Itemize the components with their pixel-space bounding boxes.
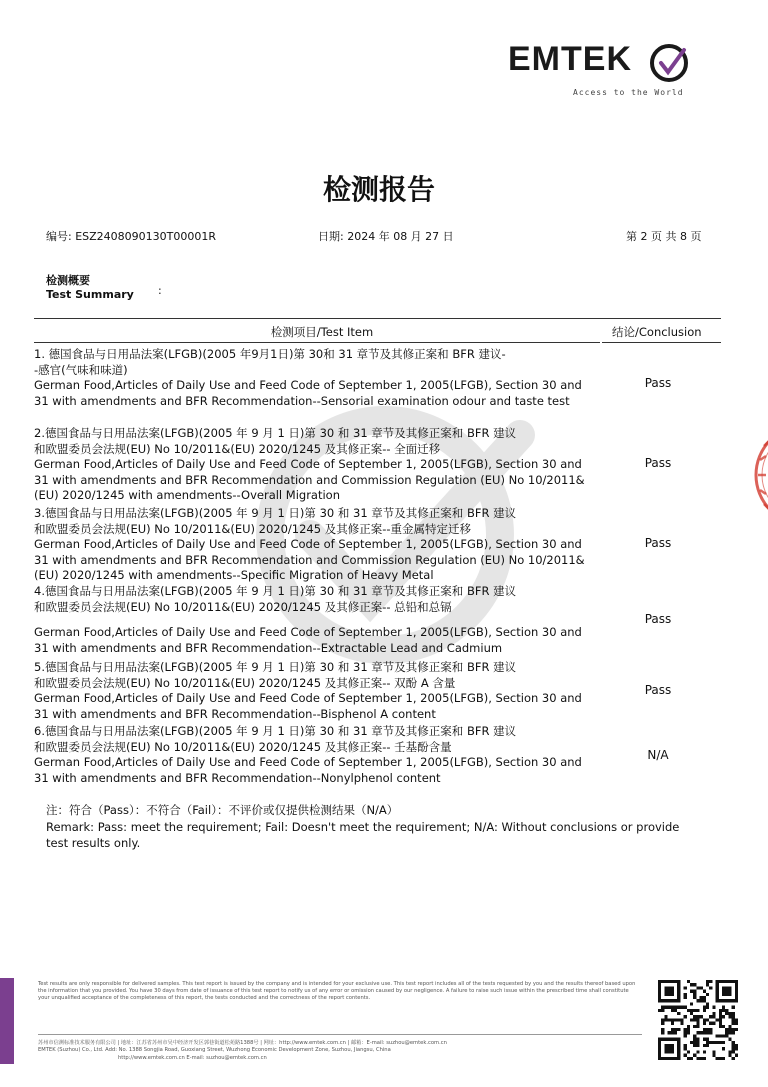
row-result: Pass: [644, 612, 672, 626]
row-cn-line: 和欧盟委员会法规(EU) No 10/2011&(EU) 2020/1245 及其修正案-- 全面迁移: [34, 441, 441, 456]
footer-accent-bar: [0, 978, 14, 1064]
page-number: 第 2 页 共 8 页: [626, 230, 702, 243]
logo-tagline: Access to the World: [573, 88, 684, 97]
row-result: N/A: [647, 748, 669, 762]
table-row: [34, 584, 594, 656]
report-number: 编号: ESZ2408090130T00001R: [46, 230, 217, 243]
remark-cn: 注：符合（Pass）：不符合（Fail）：不评价或仅提供检测结果（N/A）: [46, 803, 399, 817]
table-row: [34, 347, 594, 409]
table-row: [34, 426, 594, 504]
row-cn-line: 2.德国食品与日用品法案(LFGB)(2005 年 9 月 1 日)第 30 和 31 章节及其修正案和 BFR 建议: [34, 426, 517, 440]
row-en-text: German Food,Articles of Daily Use and Feed Code of September 1, 2005(LFGB), Section 30 and 31 with amendments and BFR Recommendation and Commission Regulation (EU) No 10/2011&(EU) 2020/1245 with amendments--Overall Migration: [34, 457, 585, 502]
row-cn-line: 6.德国食品与日用品法案(LFGB)(2005 年 9 月 1 日)第 30 和 31 章节及其修正案和 BFR 建议: [34, 724, 517, 738]
remark-en: Remark: Pass: meet the requirement; Fail: Doesn't meet the requirement; N/A: Without conclusions or provide test results only.: [46, 820, 680, 850]
table-row: [34, 724, 594, 786]
row-result: Pass: [644, 536, 672, 550]
row-cn-line: 和欧盟委员会法规(EU) No 10/2011&(EU) 2020/1245 及其修正案-- 总铅和总镉: [34, 599, 452, 614]
summary-heading-cn: 检测概要: [46, 274, 90, 287]
row-cn-line: 和欧盟委员会法规(EU) No 10/2011&(EU) 2020/1245 及其修正案-- 双酚 A 含量: [34, 675, 456, 690]
company-logo-text: EMTEK: [508, 40, 632, 78]
header-test-item: 检测项目/Test Item: [270, 325, 374, 339]
row-cn-line: 3.德国食品与日用品法案(LFGB)(2005 年 9 月 1 日)第 30 和 31 章节及其修正案和 BFR 建议: [34, 506, 517, 520]
row-cn-line: 和欧盟委员会法规(EU) No 10/2011&(EU) 2020/1245 及其修正案--重金属特定迁移: [34, 521, 472, 536]
report-date: 日期: 2024 年 08 月 27 日: [318, 230, 454, 243]
row-cn-line: 4.德国食品与日用品法案(LFGB)(2005 年 9 月 1 日)第 30 和 31 章节及其修正案和 BFR 建议: [34, 584, 517, 598]
row-en-text: German Food,Articles of Daily Use and Feed Code of September 1, 2005(LFGB), Section 30 and 31 with amendments and BFR Recommendation and Commission Regulation (EU) No 10/2011&(EU) 2020/1245 with amendments--Specific Migration of Heavy Metal: [34, 537, 585, 582]
emtek-logo-icon: [648, 42, 690, 84]
row-result: Pass: [644, 376, 672, 390]
table-row: [34, 660, 594, 722]
header-rule-conclusion: [602, 342, 721, 343]
footer-rule: [38, 1034, 642, 1035]
row-cn-line: -感官(气味和味道): [34, 362, 128, 377]
footer-disclaimer: Test results are only responsible for delivered samples. This test report is issued by the company and is intended for your exclusive use. This test report includes all of the tests requested by you and the results thereof based upon the information that you provided. You have 30 days from date of issuance of this test report to notify us of any error or omission caused by our negligence. A failure to raise such issue within the prescribed time shall constitute your unqualified acceptance of the completeness of this report, the tests conducted and the correctness of the report contents.: [38, 981, 636, 1001]
page-title: 检测报告: [322, 173, 435, 206]
summary-colon: :: [158, 284, 162, 297]
official-seal-stamp: [748, 420, 768, 530]
footer-address-cn: 苏州市信测标准技术服务有限公司 | 地址：江苏省苏州市吴中经济开发区郭巷街道松苑路1388号 | 网址：http://www.emtek.com.cn | 邮箱：E-mail: suzhou@emtek.com.cn: [38, 1040, 447, 1046]
row-result: Pass: [644, 456, 672, 470]
row-cn-line: 1. 德国食品与日用品法案(LFGB)(2005 年9月1日)第 30和 31 章节及其修正案和 BFR 建议-: [34, 347, 506, 361]
qr-code-icon: [658, 980, 738, 1060]
table-top-rule: [34, 318, 721, 319]
row-cn-line: 5.德国食品与日用品法案(LFGB)(2005 年 9 月 1 日)第 30 和 31 章节及其修正案和 BFR 建议: [34, 660, 517, 674]
row-en-text: German Food,Articles of Daily Use and Feed Code of September 1, 2005(LFGB), Section 30 and 31 with amendments and BFR Recommendation--Bisphenol A content: [34, 691, 582, 721]
summary-heading-en: Test Summary: [46, 288, 134, 301]
header-conclusion: 结论/Conclusion: [612, 325, 702, 339]
row-cn-line: 和欧盟委员会法规(EU) No 10/2011&(EU) 2020/1245 及其修正案-- 壬基酚含量: [34, 739, 452, 754]
footer-address-en: EMTEK (Suzhou) Co., Ltd. Add: No. 1388 Songjia Road, Guoxiang Street, Wuzhong Economic Development Zone, Suzhou, Jiangsu, China: [38, 1047, 391, 1053]
footer-web: http://www.emtek.com.cn E-mail: suzhou@emtek.com.cn: [118, 1055, 267, 1061]
row-en-text: German Food,Articles of Daily Use and Feed Code of September 1, 2005(LFGB), Section 30 and 31 with amendments and BFR Recommendation--Sensorial examination odour and taste test: [34, 378, 582, 408]
row-en-text: German Food,Articles of Daily Use and Feed Code of September 1, 2005(LFGB), Section 30 and 31 with amendments and BFR Recommendation--Extractable Lead and Cadmium: [34, 625, 582, 655]
row-result: Pass: [644, 683, 672, 697]
row-en-text: German Food,Articles of Daily Use and Feed Code of September 1, 2005(LFGB), Section 30 and 31 with amendments and BFR Recommendation--Nonylphenol content: [34, 755, 582, 785]
header-rule-item: [34, 342, 600, 343]
table-row: [34, 506, 594, 584]
